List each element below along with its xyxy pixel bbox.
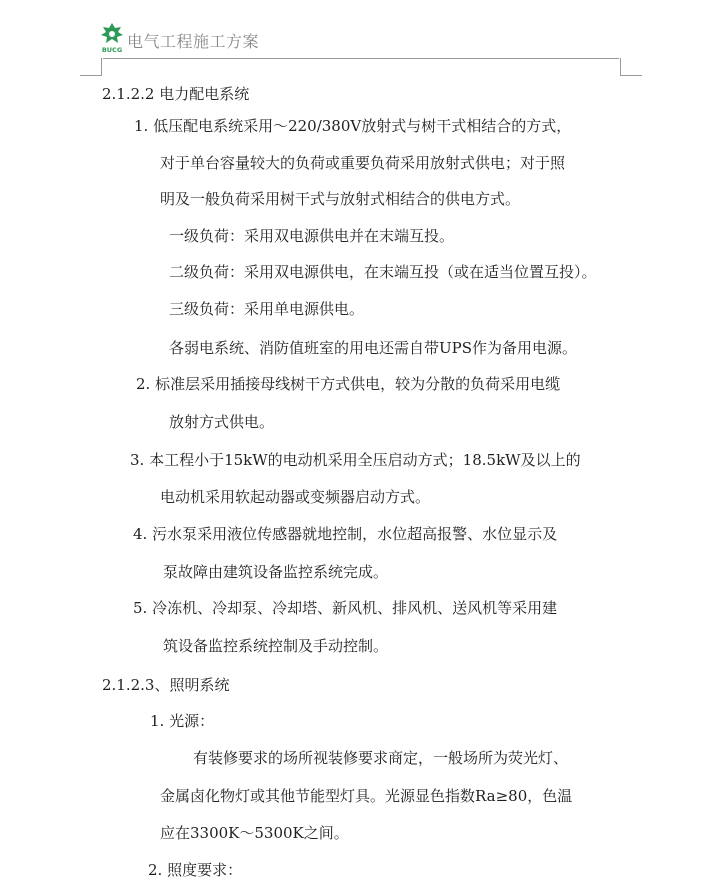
list-item-3-line-2: 电动机采用软起动器或变频器启动方式。 (160, 488, 431, 506)
logo-text: BUCG (101, 46, 123, 54)
illuminance-title: 2. 照度要求： (148, 861, 243, 879)
list-item-5-line-1: 5. 冷冻机、冷却泵、冷却塔、新风机、排风机、送风机等采用建 (133, 599, 558, 617)
light-source-line-3: 应在3300K～5300K之间。 (160, 824, 349, 842)
page-header (0, 0, 715, 80)
left-margin-corner (80, 58, 102, 76)
section-heading: 2.1.2.2 电力配电系统 (102, 85, 250, 103)
header-rule (103, 58, 619, 59)
right-margin-corner (620, 58, 642, 76)
list-item-2-line-2: 放射方式供电。 (169, 413, 275, 431)
light-source-line-2: 金属卤化物灯或其他节能型灯具。光源显色指数Ra≥80，色温 (160, 787, 573, 805)
light-source-line-1: 有装修要求的场所视装修要求商定，一般场所为荧光灯、 (193, 749, 569, 767)
light-source-title: 1. 光源： (150, 712, 215, 730)
section-heading: 2.1.2.3、照明系统 (102, 676, 230, 694)
load-level-2: 二级负荷：采用双电源供电，在末端互投（或在适当位置互投）。 (169, 263, 597, 281)
load-level-3: 三级负荷：采用单电源供电。 (169, 300, 365, 318)
header-title: 电气工程施工方案 (127, 32, 260, 51)
list-item-4-line-1: 4. 污水泵采用液位传感器就地控制，水位超高报警、水位显示及 (133, 525, 558, 543)
list-item-1-line-2: 对于单台容量较大的负荷或重要负荷采用放射式供电；对于照 (160, 154, 566, 172)
list-item-3-line-1: 3. 本工程小于15kW的电动机采用全压启动方式；18.5kW及以上的 (130, 451, 581, 469)
load-level-1: 一级负荷：采用双电源供电并在末端互投。 (169, 227, 455, 245)
ups-note: 各弱电系统、消防值班室的用电还需自带UPS作为备用电源。 (169, 339, 578, 357)
list-item-2-line-1: 2. 标准层采用插接母线树干方式供电，较为分散的负荷采用电缆 (136, 375, 561, 393)
bucg-logo-icon (100, 22, 124, 54)
list-item-5-line-2: 筑设备监控系统控制及手动控制。 (163, 637, 389, 655)
list-item-1-line-3: 明及一般负荷采用树干式与放射式相结合的供电方式。 (160, 190, 521, 208)
list-item-1-line-1: 1. 低压配电系统采用～220/380V放射式与树干式相结合的方式， (134, 117, 572, 135)
list-item-4-line-2: 泵故障由建筑设备监控系统完成。 (163, 563, 389, 581)
